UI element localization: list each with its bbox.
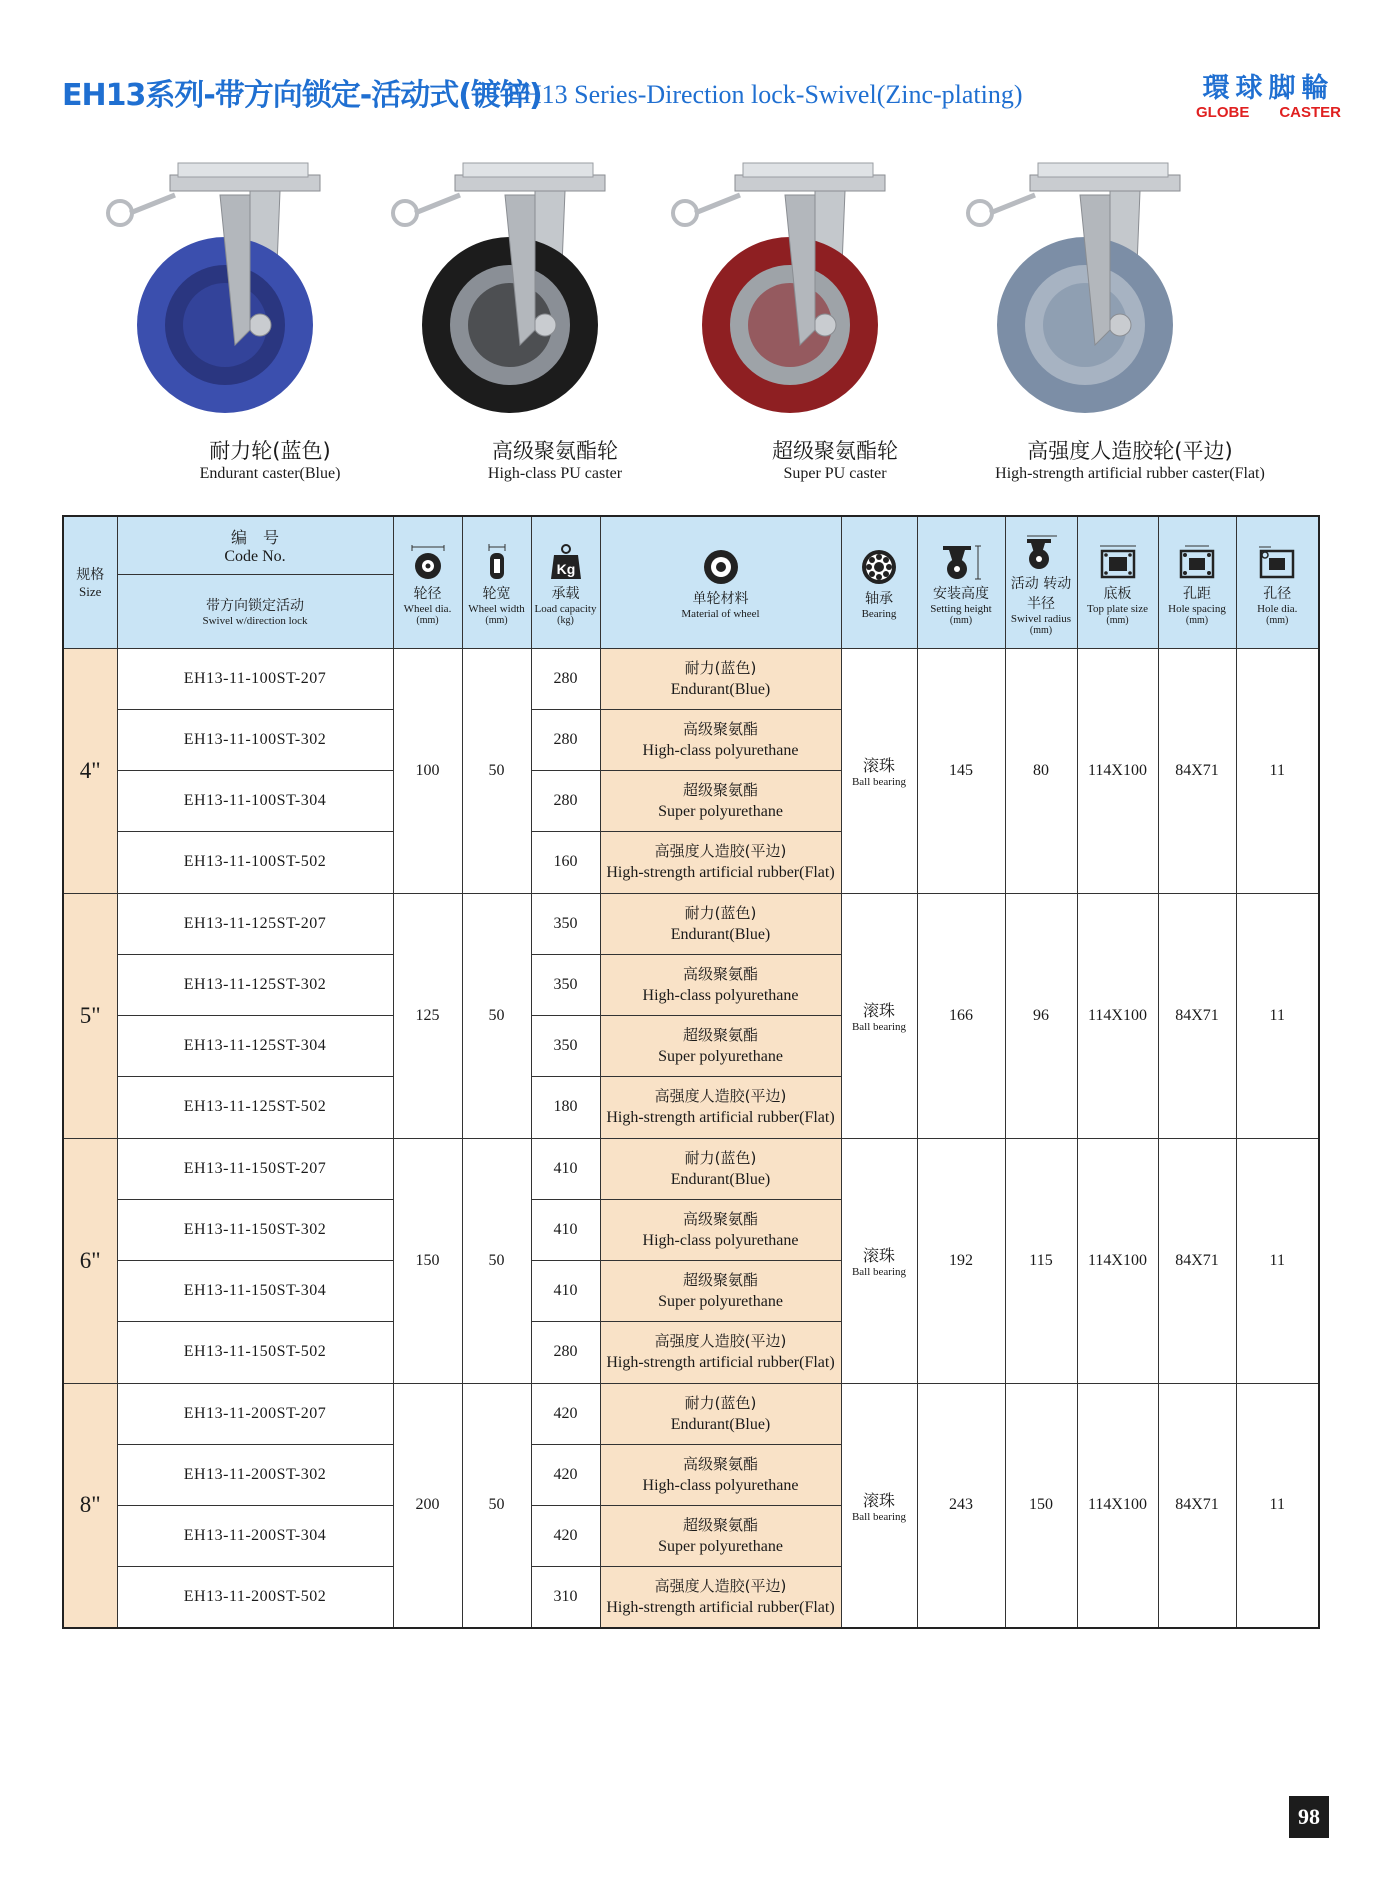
top-plate-cell: 114X100 <box>1077 893 1158 1138</box>
load-cell: 420 <box>531 1383 600 1444</box>
code-cell: EH13-11-100ST-302 <box>117 709 393 770</box>
code-cell: EH13-11-100ST-304 <box>117 771 393 832</box>
caster-wheel-image <box>665 155 905 425</box>
swivel-radius-cell: 150 <box>1005 1383 1077 1628</box>
product-name-cn: 耐力轮(蓝色) <box>209 439 331 463</box>
product-name-en: Super PU caster <box>783 465 887 482</box>
load-header: Kg 承载 Load capacity (kg) <box>531 516 600 648</box>
material-cell: 高强度人造胶(平边) High-strength artificial rubber(Flat) <box>600 1567 841 1628</box>
setting-height-icon <box>939 543 983 581</box>
wheel-dia-header: 轮径 Wheel dia. (mm) <box>393 516 462 648</box>
size-cell: 6" <box>63 1138 117 1383</box>
brand-name-cn: 環球脚輪 <box>1202 73 1335 104</box>
hole-spacing-icon <box>1175 543 1219 581</box>
hole-spacing-header: 孔距 Hole spacing (mm) <box>1158 516 1236 648</box>
material-cell: 超级聚氨酯 Super polyurethane <box>600 1016 841 1077</box>
table-row <box>63 893 1319 954</box>
wheel-width-cell: 50 <box>462 648 531 893</box>
product-name-en: Endurant caster(Blue) <box>199 465 341 482</box>
product-name-cn: 超级聚氨酯轮 <box>772 439 898 463</box>
product-name-cn: 高强度人造胶轮(平边) <box>1027 439 1233 463</box>
material-cell: 高强度人造胶(平边) High-strength artificial rubber(Flat) <box>600 1077 841 1138</box>
brand-name-en-2: CASTER <box>1279 104 1341 121</box>
setting-height-header: 安装高度 Setting height (mm) <box>917 516 1005 648</box>
material-cell: 高级聚氨酯 High-class polyurethane <box>600 954 841 1015</box>
swivel-radius-cell: 115 <box>1005 1138 1077 1383</box>
code-cell: EH13-11-200ST-502 <box>117 1567 393 1628</box>
load-cell: 410 <box>531 1199 600 1260</box>
material-cell: 高强度人造胶(平边) High-strength artificial rubber(Flat) <box>600 1322 841 1383</box>
code-cell: EH13-11-150ST-502 <box>117 1322 393 1383</box>
page-title-cn: EH13系列-带方向锁定-活动式(镀锌) <box>62 78 542 113</box>
material-cell: 高级聚氨酯 High-class polyurethane <box>600 1199 841 1260</box>
code-cell: EH13-11-200ST-302 <box>117 1444 393 1505</box>
setting-height-cell: 166 <box>917 893 1005 1138</box>
load-cell: 420 <box>531 1444 600 1505</box>
swivel-header: 带方向锁定活动 Swivel w/direction lock <box>117 574 393 648</box>
product-card <box>665 155 1005 495</box>
code-cell: EH13-11-125ST-207 <box>117 893 393 954</box>
code-header: 编 号 Code No. <box>117 516 393 574</box>
code-cell: EH13-11-100ST-502 <box>117 832 393 893</box>
caster-wheel-image <box>385 155 625 425</box>
page-title-en: EH13 Series-Direction lock-Swivel(Zinc-plating) <box>507 80 1023 109</box>
material-cell: 耐力(蓝色) Endurant(Blue) <box>600 648 841 709</box>
material-cell: 耐力(蓝色) Endurant(Blue) <box>600 1383 841 1444</box>
load-cell: 280 <box>531 709 600 770</box>
wheel-width-cell: 50 <box>462 1138 531 1383</box>
wheel-diameter-icon <box>408 543 448 581</box>
product-gallery <box>60 155 1350 495</box>
swivel-radius-header: 活动 转动半径 Swivel radius (mm) <box>1005 516 1077 648</box>
ball-bearing-icon <box>859 548 899 586</box>
wheel-dia-cell: 200 <box>393 1383 462 1628</box>
code-cell: EH13-11-200ST-207 <box>117 1383 393 1444</box>
brand-name-en-1: GLOBE <box>1196 104 1250 121</box>
hole-spacing-cell: 84X71 <box>1158 1383 1236 1628</box>
material-cell: 高强度人造胶(平边) High-strength artificial rubber(Flat) <box>600 832 841 893</box>
material-cell: 耐力(蓝色) Endurant(Blue) <box>600 1138 841 1199</box>
bearing-header: 轴承 Bearing <box>841 516 917 648</box>
product-card <box>960 155 1300 495</box>
setting-height-cell: 145 <box>917 648 1005 893</box>
swivel-radius-icon <box>1019 533 1063 571</box>
load-cell: 310 <box>531 1567 600 1628</box>
bearing-cell: 滚珠 Ball bearing <box>841 1383 917 1628</box>
hole-dia-cell: 11 <box>1236 1138 1319 1383</box>
wheel-width-header: 轮宽 Wheel width (mm) <box>462 516 531 648</box>
wheel-dia-cell: 150 <box>393 1138 462 1383</box>
code-cell: EH13-11-200ST-304 <box>117 1506 393 1567</box>
wheel-width-cell: 50 <box>462 1383 531 1628</box>
bearing-cell: 滚珠 Ball bearing <box>841 648 917 893</box>
load-cell: 350 <box>531 893 600 954</box>
code-cell: EH13-11-150ST-304 <box>117 1261 393 1322</box>
swivel-radius-cell: 80 <box>1005 648 1077 893</box>
material-cell: 超级聚氨酯 Super polyurethane <box>600 1506 841 1567</box>
hole-dia-cell: 11 <box>1236 893 1319 1138</box>
svg-text:Kg: Kg <box>556 560 575 577</box>
code-cell: EH13-11-125ST-502 <box>117 1077 393 1138</box>
table-row <box>63 648 1319 709</box>
spec-table <box>62 515 1320 1629</box>
hole-dia-header: 孔径 Hole dia. (mm) <box>1236 516 1319 648</box>
load-cell: 160 <box>531 832 600 893</box>
top-plate-cell: 114X100 <box>1077 648 1158 893</box>
top-plate-cell: 114X100 <box>1077 1138 1158 1383</box>
material-cell: 高级聚氨酯 High-class polyurethane <box>600 709 841 770</box>
material-cell: 超级聚氨酯 Super polyurethane <box>600 771 841 832</box>
wheel-dia-cell: 125 <box>393 893 462 1138</box>
load-cell: 420 <box>531 1506 600 1567</box>
code-cell: EH13-11-150ST-302 <box>117 1199 393 1260</box>
setting-height-cell: 192 <box>917 1138 1005 1383</box>
page-number: 98 <box>1289 1796 1329 1838</box>
weight-kg-icon <box>546 543 586 581</box>
load-cell: 280 <box>531 648 600 709</box>
product-name-en: High-strength artificial rubber caster(Flat) <box>995 465 1265 482</box>
load-cell: 410 <box>531 1138 600 1199</box>
brand-logo <box>1196 66 1341 121</box>
bearing-cell: 滚珠 Ball bearing <box>841 893 917 1138</box>
size-cell: 5" <box>63 893 117 1138</box>
material-cell: 耐力(蓝色) Endurant(Blue) <box>600 893 841 954</box>
load-cell: 280 <box>531 771 600 832</box>
load-cell: 350 <box>531 954 600 1015</box>
setting-height-cell: 243 <box>917 1383 1005 1628</box>
wheel-material-icon <box>701 548 741 586</box>
wheel-width-icon <box>477 543 517 581</box>
code-cell: EH13-11-125ST-304 <box>117 1016 393 1077</box>
material-header: 单轮材料 Material of wheel <box>600 516 841 648</box>
caster-wheel-image <box>960 155 1200 425</box>
size-header: 规格 Size <box>63 516 117 648</box>
hole-spacing-cell: 84X71 <box>1158 648 1236 893</box>
hole-spacing-cell: 84X71 <box>1158 893 1236 1138</box>
hole-spacing-cell: 84X71 <box>1158 1138 1236 1383</box>
load-cell: 350 <box>531 1016 600 1077</box>
hole-dia-cell: 11 <box>1236 1383 1319 1628</box>
code-cell: EH13-11-100ST-207 <box>117 648 393 709</box>
swivel-radius-cell: 96 <box>1005 893 1077 1138</box>
material-cell: 超级聚氨酯 Super polyurethane <box>600 1261 841 1322</box>
load-cell: 180 <box>531 1077 600 1138</box>
wheel-width-cell: 50 <box>462 893 531 1138</box>
hole-diameter-icon <box>1255 543 1299 581</box>
table-row <box>63 1138 1319 1199</box>
size-cell: 8" <box>63 1383 117 1628</box>
caster-wheel-image <box>100 155 340 425</box>
top-plate-icon <box>1096 543 1140 581</box>
load-cell: 410 <box>531 1261 600 1322</box>
material-cell: 高级聚氨酯 High-class polyurethane <box>600 1444 841 1505</box>
table-row <box>63 1383 1319 1444</box>
wheel-dia-cell: 100 <box>393 648 462 893</box>
code-cell: EH13-11-150ST-207 <box>117 1138 393 1199</box>
bearing-cell: 滚珠 Ball bearing <box>841 1138 917 1383</box>
code-cell: EH13-11-125ST-302 <box>117 954 393 1015</box>
load-cell: 280 <box>531 1322 600 1383</box>
size-cell: 4" <box>63 648 117 893</box>
product-name-cn: 高级聚氨酯轮 <box>492 439 618 463</box>
top-plate-cell: 114X100 <box>1077 1383 1158 1628</box>
top-plate-header: 底板 Top plate size (mm) <box>1077 516 1158 648</box>
hole-dia-cell: 11 <box>1236 648 1319 893</box>
product-name-en: High-class PU caster <box>487 465 623 482</box>
